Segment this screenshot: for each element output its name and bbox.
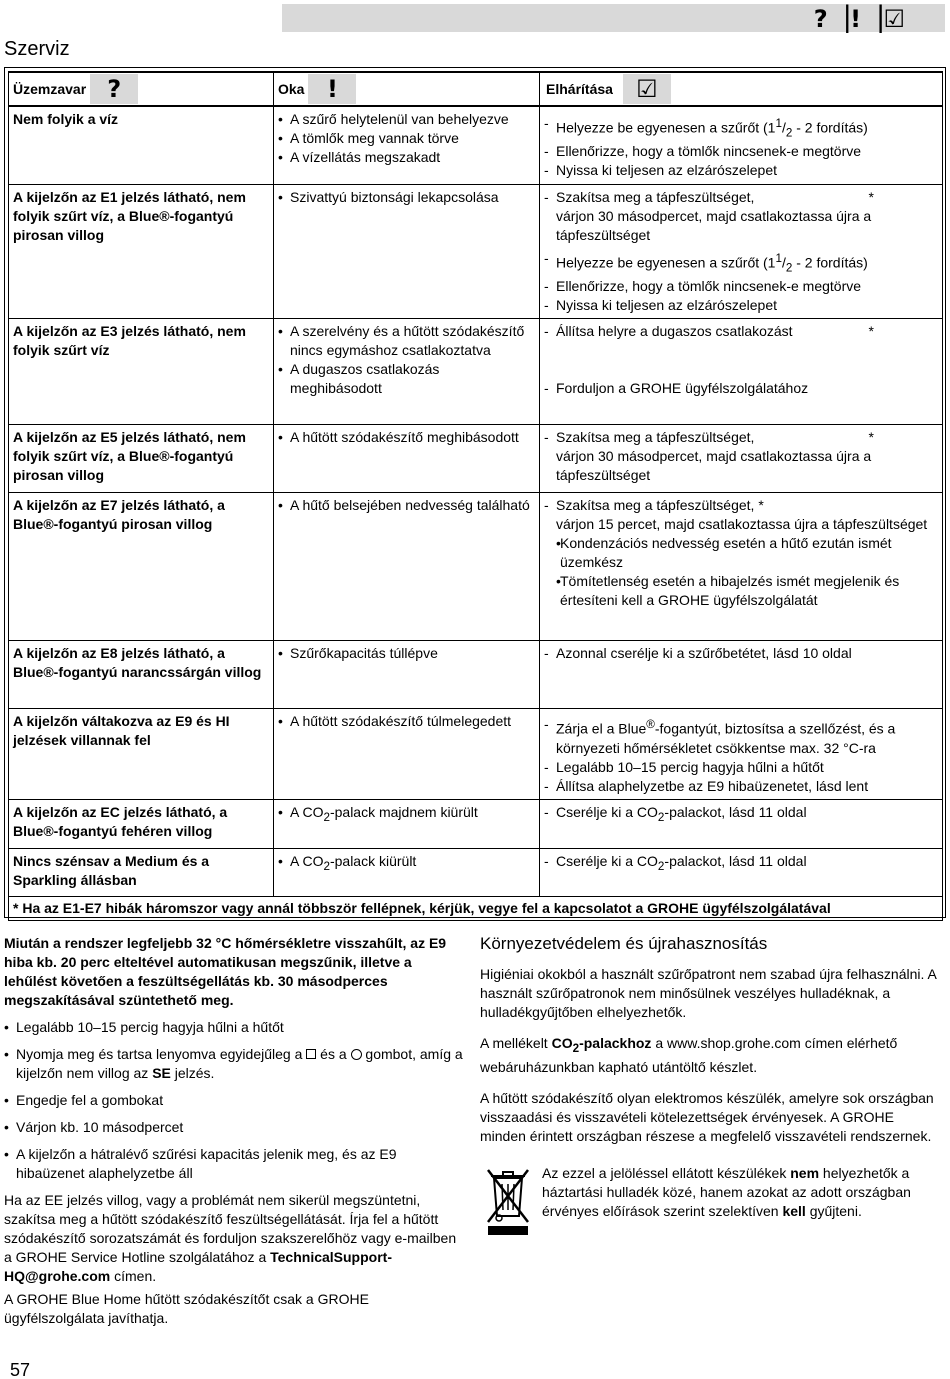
problem-cell: Nincs szénsav a Medium és a Sparkling állásban — [9, 848, 274, 896]
page-title: Szerviz — [4, 38, 70, 60]
footnote-text: * Ha az E1-E7 hibák háromszor vagy annál többször fellépnek, kérjük, vegye fel a kapcsolatot a GROHE ügyfélszolgálatával — [9, 896, 943, 920]
list-item: • Nyomja meg és tartsa lenyomva egyidejűleg a és a gombot, amíg a kijelzőn nem villog az SE jelzés. — [4, 1045, 464, 1083]
remedy-cell: - Szakítsa meg a tápfeszültséget, * várjon 15 percet, majd csatlakoztassa újra a tápfeszültséget • Kondenzációs nedvesség esetén a hűtő ezután ismét üzemkész • Tömítetlenség esetén a hibajelzés ismét megjelenik és értesíteni kell a GROHE ügyfélszolgálatát — [540, 492, 943, 640]
cause-cell: • A szűrő helytelenül van behelyezve • A tömlők meg vannak törve • A vízellátás megszakadt — [274, 106, 540, 184]
header-cell-remedy: Elhárítása ☑ — [540, 72, 943, 106]
table-row — [9, 640, 943, 708]
environment-paragraph-1: Higiéniai okokból a használt szűrőpatront nem szabad újra felhasználni. A használt szűrőpatronok nem minősülnek veszélyes hulladéknak, a hulladékgyűjtőben elhelyezhetők. — [480, 966, 937, 1020]
cause-cell: • A hűtött szódakészítő meghibásodott — [274, 424, 540, 492]
support-paragraph: Ha az EE jelzés villog, vagy a problémát nem sikerül megszüntetni, szakítsa meg a hűtött szódakészítő feszültségellátását. Írja fel a hűtött szódakészítő sorozatszámát és forduljon szakszerelőhöz vagy e-mailben a GROHE Service Hotline szolgálatához a TechnicalSupport-HQ@grohe.com címen. — [4, 1192, 457, 1284]
list-item: • Legalább 10–15 percig hagyja hűlni a hűtőt — [4, 1018, 464, 1037]
remedy-cell: - Zárja el a Blue®-fogantyút, biztosítsa a szellőzést, és a környezeti hőmérsékletet csökkentse max. 32 °C-ra - Legalább 10–15 percig hagyja hűlni a hűtőt - Állítsa alaphelyzetbe az E9 hibaüzenetet, lásd lent — [540, 708, 943, 799]
list-item: • Engedje fel a gombokat — [4, 1091, 464, 1110]
table-row — [9, 492, 943, 640]
table-row — [9, 318, 943, 424]
cause-cell: • Szivattyú biztonsági lekapcsolása — [274, 184, 540, 318]
problem-cell: A kijelzőn váltakozva az E9 és HI jelzések villannak fel — [9, 708, 274, 799]
problem-cell: A kijelzőn az E1 jelzés látható, nem folyik szűrt víz, a Blue®-fogantyú pirosan villog — [9, 184, 274, 318]
question-icon: ? — [90, 74, 138, 104]
remedy-cell: - Cserélje ki a $CO_2$-palackot, lásd 11 oldal — [540, 848, 943, 896]
remedy-cell: - Állítsa helyre a dugaszos csatlakozást * - Forduljon a GROHE ügyfélszolgálatához — [540, 318, 943, 424]
cause-cell: • A hűtött szódakészítő túlmelegedett — [274, 708, 540, 799]
support-email: TechnicalSupport-HQ@grohe.com — [4, 1249, 392, 1284]
remedy-cell: - Szakítsa meg a tápfeszültséget, * várjon 30 másodpercet, majd csatlakoztassa újra a tápfeszültséget - Helyezze be egyenesen a szűrőt ($1^1/_2 - 2$ fordítás) - Ellenőrizze, hogy a tömlők nincsenek-e megtörve - Nyissa ki teljesen az elzárószelepet — [540, 184, 943, 318]
crossed-bin-icon — [484, 1164, 532, 1236]
environment-section — [480, 934, 942, 1236]
list-item: • A kijelzőn a hátralévő szűrési kapacitás jelenik meg, és az E9 hibaüzenet alaphelyzetbe áll — [4, 1145, 464, 1183]
table-row — [9, 106, 943, 184]
cause-cell: • A szerelvény és a hűtött szódakészítő nincs egymáshoz csatlakoztatva • A dugaszos csatlakozás meghibásodott — [274, 318, 540, 424]
reset-intro: Miután a rendszer legfeljebb 32 °C hőmérsékletre visszahűlt, az E9 hiba kb. 20 perc elteltével automatikusan megszűnik, illetve a lehűlést követően a feszültségellátás kb. 30 másodperces megszakításával szüntethető meg. — [4, 935, 447, 1008]
table-row — [9, 424, 943, 492]
table-row — [9, 184, 943, 318]
environment-heading: Környezetvédelem és újrahasznosítás — [480, 934, 768, 953]
header-cell-problem: Üzemzavar ? — [9, 72, 274, 106]
table-row — [9, 848, 943, 896]
reset-instructions — [4, 934, 464, 1332]
problem-cell: A kijelzőn az E7 jelzés látható, a Blue®-fogantyú pirosan villog — [9, 492, 274, 640]
problem-cell: A kijelzőn az E5 jelzés látható, nem folyik szűrt víz, a Blue®-fogantyú pirosan villog — [9, 424, 274, 492]
environment-paragraph-2: A mellékelt $CO_2$-palackhoz a www.shop.grohe.com címen elérhető webáruházunkban kapható utántöltő készlet. — [480, 1035, 898, 1075]
square-button-icon — [306, 1049, 316, 1059]
reset-steps — [4, 1018, 464, 1183]
weee-text: Az ezzel a jelöléssel ellátott készülékek nem helyezhetők a háztartási hulladék közé, hanem azokat az adott országban érvényes előírások szerint szelektíven kell gyűjteni. — [542, 1164, 911, 1219]
problem-cell: Nem folyik a víz — [9, 106, 274, 184]
remedy-cell: - Azonnal cserélje ki a szűrőbetétet, lásd 10 oldal — [540, 640, 943, 708]
service-icons: ?▕!▕☑ — [813, 5, 907, 33]
troubleshooting-table — [8, 71, 943, 921]
checkmark-icon: ☑ — [623, 74, 671, 104]
table-row — [9, 799, 943, 848]
troubleshooting-table-frame — [4, 67, 946, 918]
cause-cell: • A hűtő belsejében nedvesség található — [274, 492, 540, 640]
remedy-cell: - Cserélje ki a $CO_2$-palackot, lásd 11 oldal — [540, 799, 943, 848]
exclamation-icon: ! — [308, 74, 356, 104]
table-row — [9, 708, 943, 799]
footnote-row — [9, 896, 943, 920]
repair-note: A GROHE Blue Home hűtött szódakészítőt csak a GROHE ügyfélszolgálata javíthatja. — [4, 1291, 369, 1326]
environment-paragraph-3: A hűtött szódakészítő olyan elektromos készülék, amelyre sok országban visszaadási és visszavételi kötelezettségek érvényesek. A GROHE minden érintett országban részese a megfelelő visszavételi rendszernek. — [480, 1089, 934, 1144]
header-bar — [282, 4, 945, 32]
cause-cell: • Szűrőkapacitás túllépve — [274, 640, 540, 708]
list-item: • Várjon kb. 10 másodpercet — [4, 1118, 464, 1137]
table-header-row — [9, 72, 943, 106]
header-cell-cause: Oka ! — [274, 72, 540, 106]
cause-cell: • A $CO_2$-palack kiürült — [274, 848, 540, 896]
circle-button-icon — [351, 1049, 362, 1060]
problem-cell: A kijelzőn az EC jelzés látható, a Blue®-fogantyú fehéren villog — [9, 799, 274, 848]
problem-cell: A kijelzőn az E8 jelzés látható, a Blue®-fogantyú narancssárgán villog — [9, 640, 274, 708]
problem-cell: A kijelzőn az E3 jelzés látható, nem folyik szűrt víz — [9, 318, 274, 424]
page-number: 57 — [10, 1360, 31, 1379]
cause-cell: • A $CO_2$-palack majdnem kiürült — [274, 799, 540, 848]
weee-notice — [480, 1164, 942, 1236]
remedy-cell: - Szakítsa meg a tápfeszültséget, * várjon 30 másodpercet, majd csatlakoztassa újra a tápfeszültséget — [540, 424, 943, 492]
remedy-cell: - Helyezze be egyenesen a szűrőt ($1^1/_2 - 2$ fordítás) - Ellenőrizze, hogy a tömlők nincsenek-e megtörve - Nyissa ki teljesen az elzárószelepet — [540, 106, 943, 184]
